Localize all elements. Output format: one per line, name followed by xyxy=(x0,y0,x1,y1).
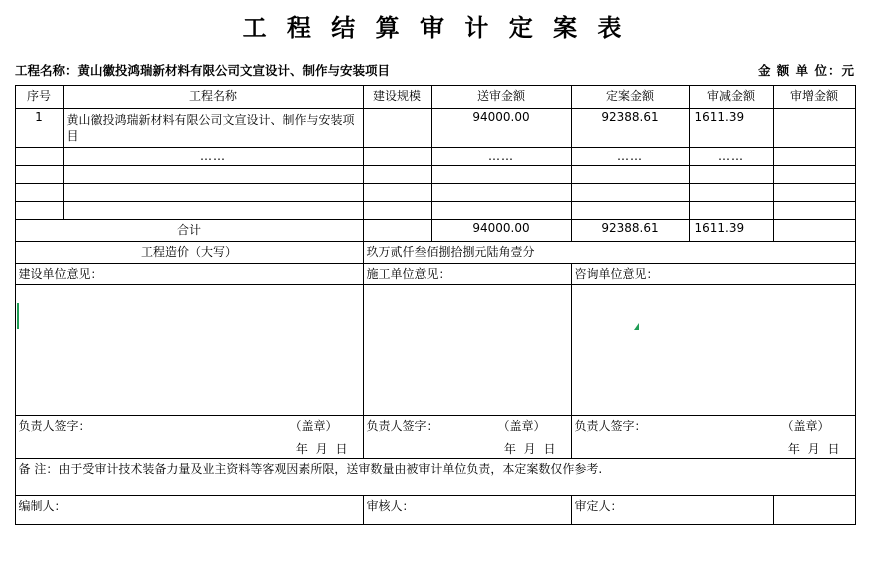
signature-label: 负责人签字： xyxy=(574,419,647,433)
cell-project-name xyxy=(63,184,363,202)
cell-increased xyxy=(773,166,855,184)
compiler-label: 编制人： xyxy=(15,496,363,525)
signature-block-construction[interactable] xyxy=(15,416,363,459)
auditor-label: 审核人： xyxy=(363,496,571,525)
signature-label: 负责人签字： xyxy=(366,419,439,433)
cell-scale xyxy=(363,148,431,166)
signature-date: 年 月 日 xyxy=(503,442,558,456)
note-row xyxy=(15,459,855,496)
col-header-project-name: 工程名称 xyxy=(63,86,363,109)
cell-scale xyxy=(363,184,431,202)
cell-increased xyxy=(773,202,855,220)
page-title: 工 程 结 算 审 计 定 案 表 xyxy=(242,13,628,42)
cell-reduced xyxy=(689,202,773,220)
stamp-label: （盖章） xyxy=(289,419,338,433)
cell-settled: 92388.61 xyxy=(571,109,689,148)
col-header-reduced: 审减金额 xyxy=(689,86,773,109)
cell-increased xyxy=(773,184,855,202)
ink-mark-icon xyxy=(17,303,19,329)
col-header-submitted: 送审金额 xyxy=(431,86,571,109)
cell-settled xyxy=(571,166,689,184)
cell-project-name: 黄山徽投鸿瑞新材料有限公司文宣设计、制作与安装项目 xyxy=(63,109,363,148)
amount-unit-label: 金 额 单 位：元 xyxy=(757,63,855,78)
cell-project-name xyxy=(63,166,363,184)
opinion-label-contractor: 施工单位意见： xyxy=(363,264,571,285)
footer-empty-cell xyxy=(773,496,855,525)
capital-amount-row xyxy=(15,242,855,264)
approver-label: 审定人： xyxy=(571,496,773,525)
cell-project-name: …… xyxy=(63,148,363,166)
cell-scale xyxy=(363,109,431,148)
cell-submitted xyxy=(431,184,571,202)
total-increased xyxy=(773,220,855,242)
total-label: 合计 xyxy=(15,220,363,242)
footer-row xyxy=(15,496,855,525)
cell-settled: …… xyxy=(571,148,689,166)
cell-submitted xyxy=(431,202,571,220)
opinion-box-consulting[interactable] xyxy=(571,285,855,416)
header-row xyxy=(15,61,855,79)
table-row xyxy=(15,202,855,220)
cell-seq xyxy=(15,148,63,166)
cell-scale xyxy=(363,202,431,220)
cell-seq xyxy=(15,184,63,202)
cell-reduced xyxy=(689,166,773,184)
total-row xyxy=(15,220,855,242)
project-name-label: 工程名称：黄山徽投鸿瑞新材料有限公司文宣设计、制作与安装项目 xyxy=(15,63,391,78)
cell-increased xyxy=(773,148,855,166)
cell-submitted: 94000.00 xyxy=(431,109,571,148)
cell-seq xyxy=(15,166,63,184)
col-header-increased: 审增金额 xyxy=(773,86,855,109)
cell-increased xyxy=(773,109,855,148)
cell-reduced: …… xyxy=(689,148,773,166)
signature-label: 负责人签字： xyxy=(18,419,91,433)
cell-reduced xyxy=(689,184,773,202)
total-scale xyxy=(363,220,431,242)
col-header-seq: 序号 xyxy=(15,86,63,109)
opinion-label-consulting: 咨询单位意见： xyxy=(571,264,855,285)
signature-block-consulting[interactable] xyxy=(571,416,855,459)
table-row xyxy=(15,109,855,148)
total-submitted: 94000.00 xyxy=(431,220,571,242)
opinion-box-construction[interactable] xyxy=(15,285,363,416)
col-header-scale: 建设规模 xyxy=(363,86,431,109)
audit-table xyxy=(15,85,856,525)
cell-project-name xyxy=(63,202,363,220)
table-header-row xyxy=(15,86,855,109)
cell-scale xyxy=(363,166,431,184)
opinion-label-construction: 建设单位意见： xyxy=(15,264,363,285)
capital-amount-label: 工程造价（大写） xyxy=(15,242,363,264)
cell-submitted: …… xyxy=(431,148,571,166)
cell-seq xyxy=(15,202,63,220)
total-settled: 92388.61 xyxy=(571,220,689,242)
cell-seq: 1 xyxy=(15,109,63,148)
table-row xyxy=(15,184,855,202)
ink-mark-icon xyxy=(634,323,639,330)
signature-row xyxy=(15,416,855,459)
capital-amount-value: 玖万贰仟叁佰捌拾捌元陆角壹分 xyxy=(363,242,855,264)
stamp-label: （盖章） xyxy=(497,419,546,433)
signature-block-contractor[interactable] xyxy=(363,416,571,459)
note-text: 备 注：由于受审计技术装备力量及业主资料等客观因素所限，送审数量由被审计单位负责，本定案数仅作参考. xyxy=(15,459,855,496)
opinion-box-contractor[interactable] xyxy=(363,285,571,416)
cell-submitted xyxy=(431,166,571,184)
col-header-settled: 定案金额 xyxy=(571,86,689,109)
stamp-label: （盖章） xyxy=(781,419,830,433)
cell-reduced: 1611.39 xyxy=(689,109,773,148)
cell-settled xyxy=(571,202,689,220)
signature-date: 年 月 日 xyxy=(295,442,350,456)
opinion-header-row xyxy=(15,264,855,285)
table-row xyxy=(15,148,855,166)
opinion-body-row xyxy=(15,285,855,416)
table-row xyxy=(15,166,855,184)
signature-date: 年 月 日 xyxy=(787,442,842,456)
cell-settled xyxy=(571,184,689,202)
total-reduced: 1611.39 xyxy=(689,220,773,242)
